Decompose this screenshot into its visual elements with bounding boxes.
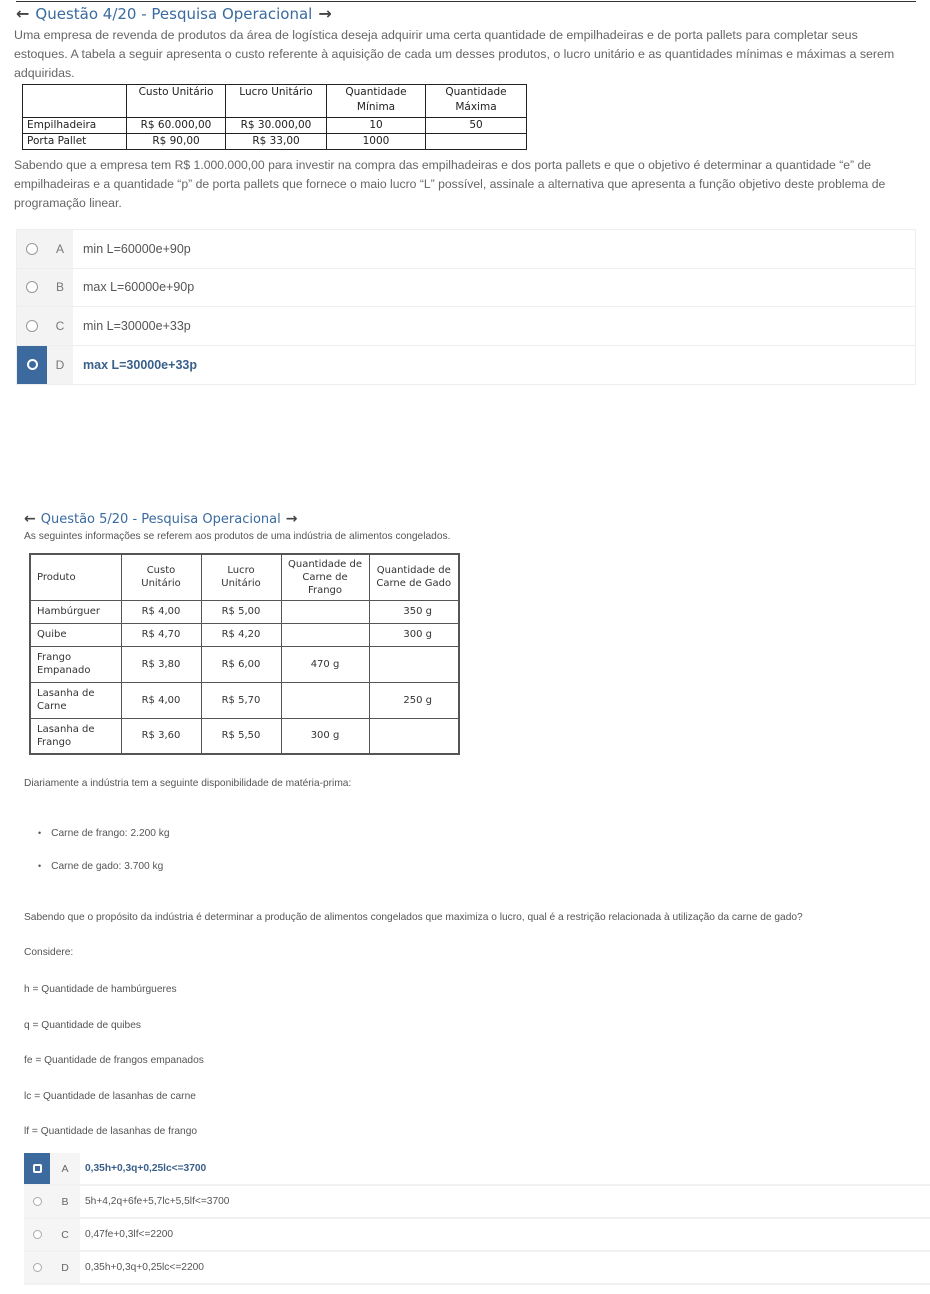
- option-d[interactable]: [24, 1252, 930, 1285]
- radio-button[interactable]: [33, 1230, 42, 1239]
- table-header-cell: Custo Unitário: [121, 554, 201, 600]
- option-text: min L=30000e+33p: [83, 318, 191, 333]
- option-a[interactable]: [17, 230, 915, 269]
- question-4-header: [16, 4, 332, 23]
- table-cell: R$ 5,70: [201, 682, 281, 718]
- table-cell: [281, 600, 369, 623]
- table-row: [30, 646, 459, 682]
- table-row: [30, 682, 459, 718]
- option-b[interactable]: [17, 269, 915, 308]
- table-cell: R$ 4,20: [201, 623, 281, 646]
- radio-button[interactable]: [33, 1197, 42, 1206]
- table-header-row: [30, 554, 459, 600]
- table-header-row: [23, 85, 527, 118]
- table-cell: R$ 6,00: [201, 646, 281, 682]
- answer-options: [24, 1153, 930, 1285]
- table-row: [23, 134, 527, 150]
- table-cell: 250 g: [369, 682, 459, 718]
- table-cell: Empilhadeira: [23, 118, 127, 134]
- option-c[interactable]: [24, 1219, 930, 1252]
- table-header-cell: Produto: [30, 554, 121, 600]
- table-cell: 1000: [327, 134, 426, 150]
- table-header-cell: Lucro Unitário: [226, 85, 327, 118]
- variable-item: fe = Quantidade de frangos empanados: [24, 1055, 204, 1066]
- table-row: [30, 623, 459, 646]
- table-header-cell: [23, 85, 127, 118]
- table-cell: R$ 30.000,00: [226, 118, 327, 134]
- question-intro: As seguintes informações se referem aos produtos de uma indústria de alimentos congelados.: [24, 531, 451, 542]
- frozen-foods-table: [29, 553, 460, 755]
- table-cell: Porta Pallet: [23, 134, 127, 150]
- table-header-cell: Custo Unitário: [127, 85, 226, 118]
- option-text: 5h+4,2q+6fe+5,7lc+5,5lf<=3700: [85, 1196, 230, 1207]
- question-title: Questão 5/20 - Pesquisa Operacional: [40, 511, 281, 527]
- variable-definitions: [24, 984, 204, 1162]
- table-header-cell: Quantidade Mínima: [327, 85, 426, 118]
- table-cell: Hambúrguer: [30, 600, 121, 623]
- table-cell: R$ 4,70: [121, 623, 201, 646]
- availability-intro: Diariamente a indústria tem a seguinte disponibilidade de matéria-prima:: [24, 778, 352, 789]
- variable-item: lf = Quantidade de lasanhas de frango: [24, 1126, 198, 1137]
- question-intro: Uma empresa de revenda de produtos da área de logística deseja adquirir uma certa quantidade de empilhadeiras e de porta pallets para completar seus estoques. A tabela a seguir apresenta o custo referente à aquisição de cada um desses produtos, o lucro unitário e as quantidades mínimas e máximas a serem adquiridas.: [14, 28, 895, 80]
- question-5-header: [24, 511, 297, 527]
- option-d[interactable]: [17, 346, 915, 385]
- table-cell: [281, 623, 369, 646]
- option-text: 0,35h+0,3q+0,25lc<=3700: [85, 1163, 207, 1174]
- table-header-cell: Quantidade de Carne de Frango: [281, 554, 369, 600]
- option-letter: A: [50, 1153, 80, 1184]
- table-row: [30, 718, 459, 754]
- availability-list: [38, 828, 170, 894]
- table-cell: [369, 718, 459, 754]
- option-letter: C: [47, 307, 73, 345]
- bullet-icon: •: [38, 828, 42, 838]
- answer-options: [16, 229, 916, 385]
- table-cell: R$ 5,00: [201, 600, 281, 623]
- radio-button[interactable]: [26, 320, 38, 332]
- option-text: min L=60000e+90p: [83, 241, 191, 256]
- radio-button[interactable]: [33, 1263, 42, 1272]
- option-letter: A: [47, 230, 73, 268]
- table-cell: [426, 134, 527, 150]
- table-cell: R$ 3,60: [121, 718, 201, 754]
- table-cell: Lasanha de Frango: [30, 718, 121, 754]
- table-header-cell: Quantidade de Carne de Gado: [369, 554, 459, 600]
- table-cell: 350 g: [369, 600, 459, 623]
- option-letter: B: [50, 1186, 80, 1217]
- question-prompt: Sabendo que o propósito da indústria é determinar a produção de alimentos congelados que maximiza o lucro, qual é a restrição relacionada à utilização da carne de gado?: [24, 912, 803, 923]
- table-cell: R$ 4,00: [121, 682, 201, 718]
- table-cell: R$ 5,50: [201, 718, 281, 754]
- table-cell: R$ 90,00: [127, 134, 226, 150]
- table-cell: 300 g: [281, 718, 369, 754]
- option-letter: C: [50, 1219, 80, 1250]
- option-text: 0,35h+0,3q+0,25lc<=2200: [85, 1262, 204, 1273]
- products-table: [22, 84, 527, 150]
- radio-button[interactable]: [26, 243, 38, 255]
- table-header-cell: Lucro Unitário: [201, 554, 281, 600]
- variable-item: q = Quantidade de quibes: [24, 1019, 141, 1031]
- variable-item: lc = Quantidade de lasanhas de carne: [24, 1090, 196, 1102]
- option-a[interactable]: [24, 1153, 930, 1186]
- option-b[interactable]: [24, 1186, 930, 1219]
- option-text: 0,47fe+0,3lf<=2200: [85, 1229, 174, 1240]
- variable-item: h = Quantidade de hambúrgueres: [24, 984, 177, 995]
- question-prompt: Sabendo que a empresa tem R$ 1.000.000,00 para investir na compra das empilhadeiras e dos porta pallets e que o objetivo é determinar a quantidade “e” de empilhadeiras e a quantidade “p” de porta pallets que fornece o maio lucro “L” possível, assinale a alternativa que apresenta a função objetivo deste problema de programação linear.: [14, 158, 886, 210]
- option-c[interactable]: [17, 307, 915, 346]
- table-row: [23, 118, 527, 134]
- arrow-left-icon[interactable]: ←: [24, 511, 36, 527]
- table-cell: Lasanha de Carne: [30, 682, 121, 718]
- table-cell: [281, 682, 369, 718]
- bullet-icon: •: [38, 861, 42, 871]
- list-item: • Carne de gado: 3.700 kg: [38, 861, 170, 894]
- question-title: Questão 4/20 - Pesquisa Operacional: [35, 4, 313, 23]
- option-text: max L=60000e+90p: [83, 280, 195, 295]
- radio-button-selected[interactable]: [33, 1164, 42, 1173]
- table-cell: 50: [426, 118, 527, 134]
- table-cell: [369, 646, 459, 682]
- table-cell: R$ 3,80: [121, 646, 201, 682]
- option-text: max L=30000e+33p: [83, 357, 197, 372]
- arrow-right-icon[interactable]: →: [318, 4, 332, 23]
- table-cell: R$ 4,00: [121, 600, 201, 623]
- list-item: • Carne de frango: 2.200 kg: [38, 828, 170, 861]
- table-cell: 300 g: [369, 623, 459, 646]
- table-cell: Quibe: [30, 623, 121, 646]
- arrow-right-icon[interactable]: →: [285, 511, 298, 527]
- option-letter: B: [47, 269, 73, 307]
- table-cell: Frango Empanado: [30, 646, 121, 682]
- table-cell: 10: [327, 118, 426, 134]
- option-letter: D: [47, 346, 73, 385]
- table-cell: 470 g: [281, 646, 369, 682]
- table-cell: R$ 60.000,00: [127, 118, 226, 134]
- radio-button[interactable]: [26, 281, 38, 293]
- option-letter: D: [50, 1252, 80, 1283]
- arrow-left-icon[interactable]: ←: [16, 4, 30, 23]
- table-cell: R$ 33,00: [226, 134, 327, 150]
- top-divider: [16, 1, 916, 2]
- radio-button-selected[interactable]: [27, 359, 38, 370]
- table-row: [30, 600, 459, 623]
- consider-label: Considere:: [24, 947, 74, 958]
- table-header-cell: Quantidade Máxima: [426, 85, 527, 118]
